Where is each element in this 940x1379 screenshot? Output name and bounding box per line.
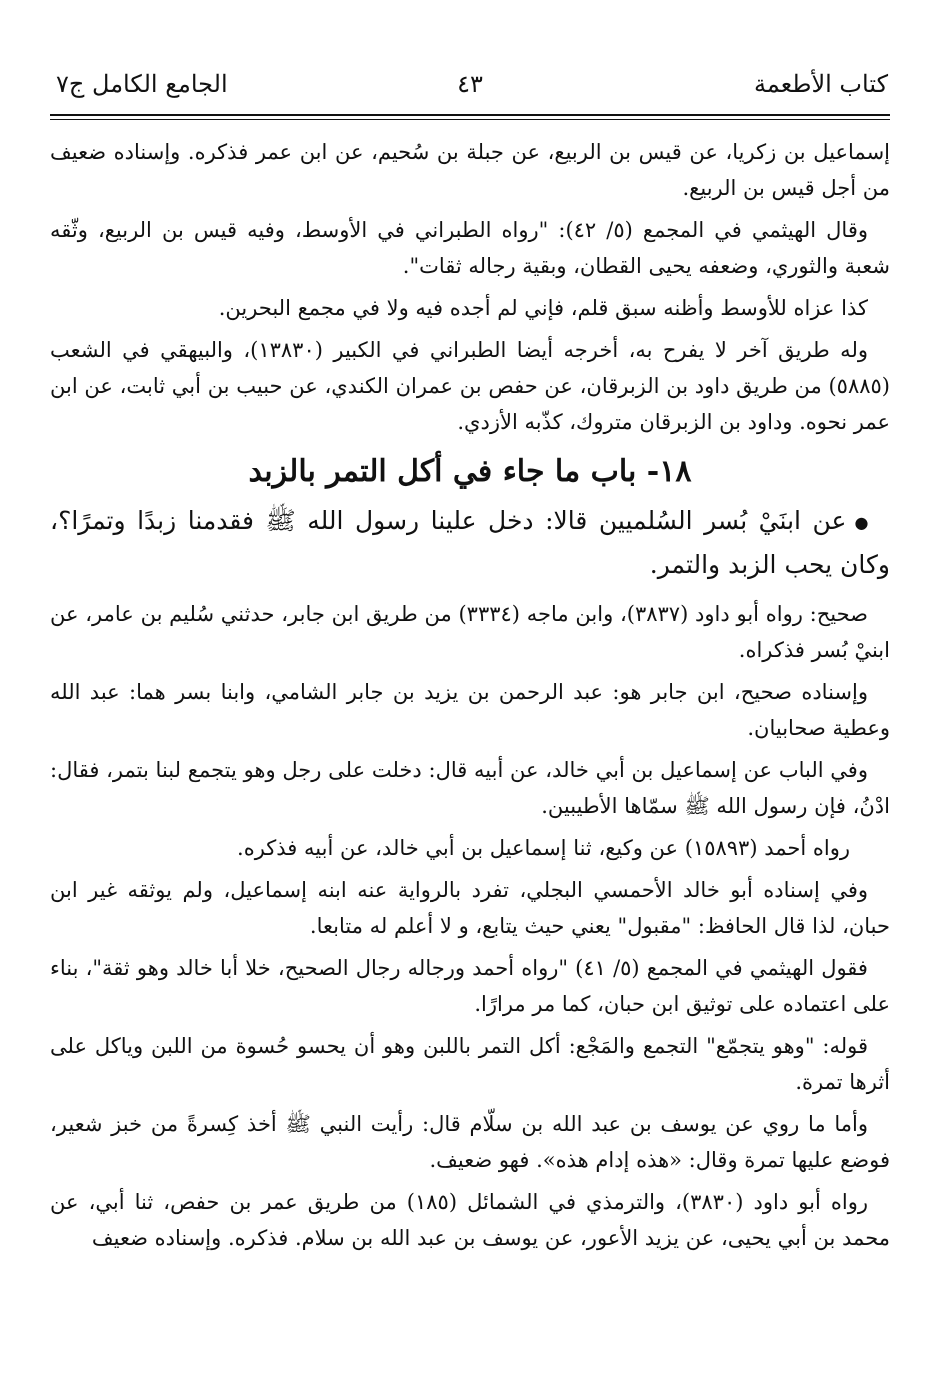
paragraph: صحيح: رواه أبو داود (٣٨٣٧)، وابن ماجه (٣٣٣٤) من طريق ابن جابر، حدثني سُليم بن عامر، عن ابنيْ بُسر فذكراه. (50, 601, 890, 662)
paragraph: وإسناده صحيح، ابن جابر هو: عبد الرحمن بن يزيد بن جابر الشامي، وابنا بسر هما: عبد الله وعطية صحابيان. (50, 679, 890, 740)
book-page (50, 60, 890, 1360)
paragraph: وأما ما روي عن يوسف بن عبد الله بن سلّام قال: رأيت النبي ﷺ أخذ كِسرةً من خبز شعير، فوضع عليها تمرة وقال: «هذه إدام هذه». فهو ضعيف. (50, 1111, 890, 1172)
paragraph: رواه أحمد (١٥٨٩٣) عن وكيع، ثنا إسماعيل بن أبي خالد، عن أبيه فذكره. (237, 835, 850, 860)
paragraph: فقول الهيثمي في المجمع (٥/ ٤١) "رواه أحمد ورجاله رجال الصحيح، خلا أبا خالد وهو ثقة"، بناء على اعتماده على توثيق ابن حبان، كما مر مرارًا. (50, 955, 890, 1016)
series-title: الجامع الكامل ج٧ (56, 70, 228, 98)
page-header (50, 60, 890, 108)
hadith-text: عن ابنَيْ بُسر السُلميين قالا: دخل علينا رسول الله ﷺ فقدمنا زبدًا وتمرًا؟، وكان يحب الزبد والتمر. (50, 506, 890, 579)
hadith-text-block (50, 500, 890, 586)
paragraph: وفي إسناده أبو خالد الأحمسي البجلي، تفرد بالرواية عنه ابنه إسماعيل، ولم يوثقه غير ابن حبان، لذا قال الحافظ: "مقبول" يعني حيث يتابع، و لا أعلم له متابعا. (50, 877, 890, 938)
book-title: كتاب الأطعمة (754, 70, 888, 98)
header-rule-thin (50, 119, 890, 120)
paragraph: وفي الباب عن إسماعيل بن أبي خالد، عن أبيه قال: دخلت على رجل وهو يتجمع لبنا بتمر، فقال: ادْنُ، فإن رسول الله ﷺ سمّاها الأطيبين. (50, 757, 890, 818)
paragraph: كذا عزاه للأوسط وأظنه سبق قلم، فإني لم أجده فيه ولا في مجمع البحرين. (218, 296, 868, 320)
paragraph: إسماعيل بن زكريا، عن قيس بن الربيع، عن جبلة بن سُحيم، عن ابن عمر فذكره. وإسناده ضعيف من أجل قيس بن الربيع. (50, 140, 890, 200)
bullet-icon: ● (854, 512, 872, 532)
chapter-heading: ١٨- باب ما جاء في أكل التمر بالزبد (248, 454, 692, 489)
header-rule-thick (50, 114, 890, 116)
paragraph: قوله: "وهو يتجمّع" التجمع والمَجْع: أكل التمر باللبن وهو أن يحسو حُسوة من اللبن وياكل على أثرها تمرة. (50, 1033, 890, 1094)
paragraph: وقال الهيثمي في المجمع (٥/ ٤٢): "رواه الطبراني في الأوسط، وفيه قيس بن الربيع، وثّقه شعبة والثوري، وضعفه يحيى القطان، وبقية رجاله ثقات". (50, 218, 890, 278)
paragraph: رواه أبو داود (٣٨٣٠)، والترمذي في الشمائل (١٨٥) من طريق عمر بن حفص، ثنا أبي، عن محمد بن أبي يحيى، عن يزيد الأعور، عن يوسف بن عبد الله بن سلام. فذكره. وإسناده ضعيف (50, 1189, 890, 1250)
page-number: ٤٣ (457, 70, 483, 98)
paragraph: وله طريق آخر لا يفرح به، أخرجه أيضا الطبراني في الكبير (١٣٨٣٠)، والبيهقي في الشعب (٥٨٨٥) من طريق داود بن الزبرقان، عن حفص بن عمران الكندي، عن حبيب بن أبي ثابت، عن ابن عمر نحوه. وداود بن الزبرقان متروك، كذّبه الأزدي. (50, 338, 890, 434)
page-body (50, 134, 890, 1256)
